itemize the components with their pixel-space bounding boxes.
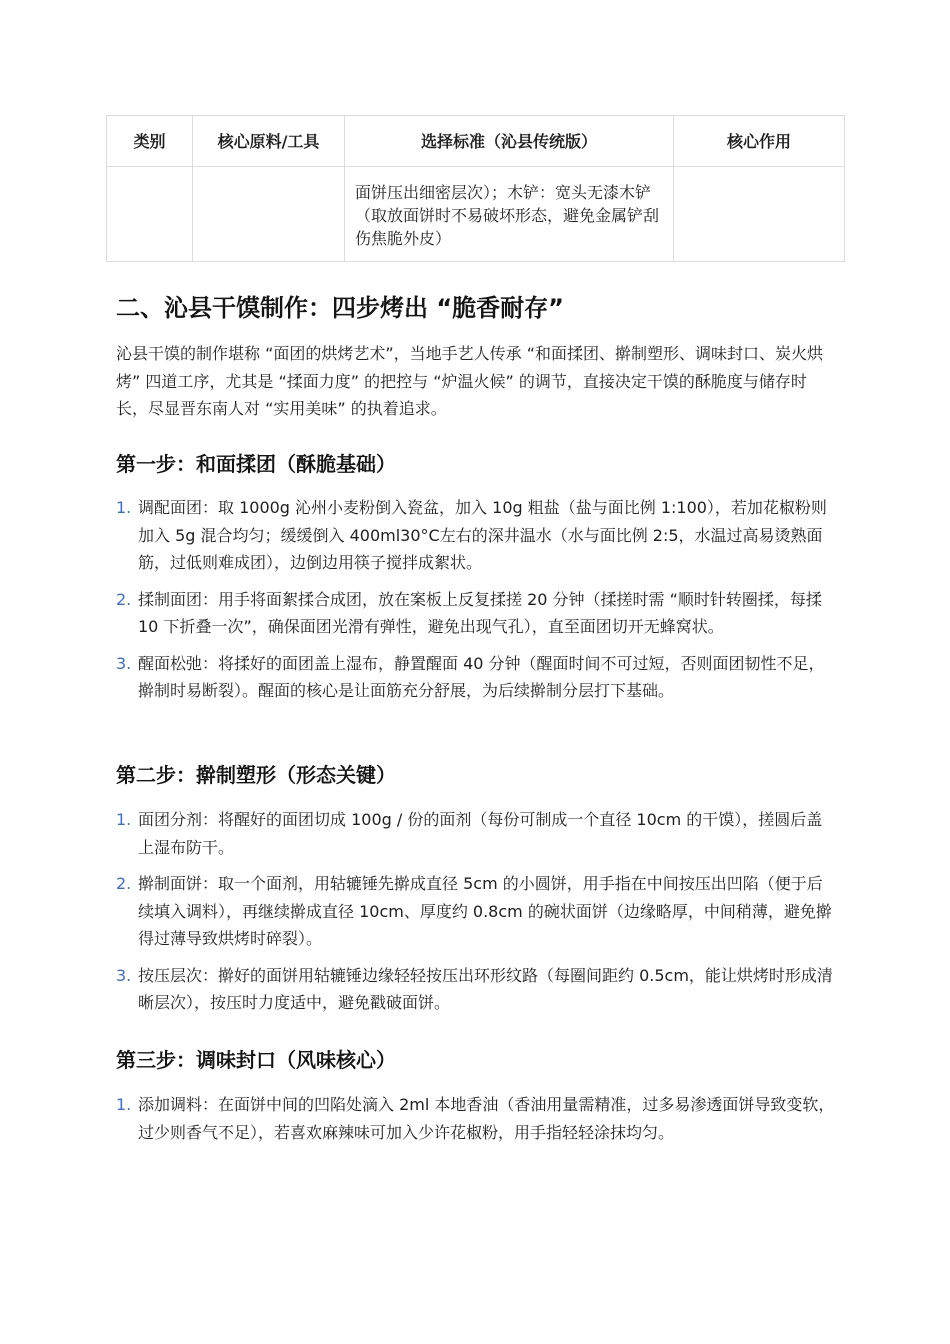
list-item-text: 擀制面饼：取一个面剂，用轱辘锤先擀成直径 5cm 的小圆饼，用手指在中间按压出凹陷（便于后续填入调料），再继续擀成直径 10cm、厚度约 0.8cm 的碗状面饼（边缘略厚，中间稍薄，避免擀得过薄导致烘烤时碎裂）。 — [138, 874, 832, 948]
list-number: 1. — [116, 810, 132, 829]
step-3-list — [116, 1091, 838, 1155]
step-2-list — [116, 806, 838, 1026]
step-1-list — [116, 494, 838, 714]
table-header-cell: 选择标准（沁县传统版） — [345, 116, 674, 167]
list-item — [116, 650, 838, 705]
section-intro: 沁县干馍的制作堪称 “面团的烘烤艺术”，当地手艺人传承 “和面揉团、擀制塑形、调味封口、炭火烘烤” 四道工序，尤其是 “揉面力度” 的把控与 “炉温火候” 的调节，直接决定干馍的酥脆度与储存时长，尽显晋东南人对 “实用美味” 的执着追求。 — [116, 344, 824, 418]
list-number: 3. — [116, 653, 132, 673]
table-cell: 面饼压出细密层次）；木铲：宽头无漆木铲（取放面饼时不易破坏形态，避免金属铲刮伤焦脆外皮） — [345, 167, 674, 262]
list-item-text: 添加调料：在面饼中间的凹陷处滴入 2ml 本地香油（香油用量需精准，过多易渗透面饼导致变软，过少则香气不足），若喜欢麻辣味可加入少许花椒粉，用手指轻轻涂抹均匀。 — [138, 1095, 835, 1142]
list-item — [116, 870, 838, 953]
table-header-cell: 核心作用 — [674, 116, 845, 167]
table-header-cell: 核心原料/工具 — [193, 116, 345, 167]
step-1-title: 第一步：和面揉团（酥脆基础） — [116, 452, 396, 476]
list-number: 1. — [116, 1095, 132, 1114]
step-2-title: 第二步：擀制塑形（形态关键） — [116, 763, 396, 787]
step-3-title: 第三步：调味封口（风味核心） — [116, 1048, 396, 1072]
table-cell — [674, 167, 845, 262]
list-number: 2. — [116, 874, 132, 893]
list-number: 2. — [116, 589, 132, 609]
list-item — [116, 962, 838, 1017]
table-header-row — [107, 116, 845, 167]
table-header-cell: 类别 — [107, 116, 193, 167]
list-item-text: 按压层次：擀好的面饼用轱辘锤边缘轻轻按压出环形纹路（每圈间距约 0.5cm，能让烘烤时形成清晰层次），按压时力度适中，避免戳破面饼。 — [138, 965, 833, 1012]
list-item — [116, 806, 838, 861]
list-number: 3. — [116, 965, 132, 985]
section-title: 二、沁县干馍制作：四步烤出 “脆香耐存” — [116, 294, 564, 322]
list-item — [116, 494, 838, 577]
table-cell — [193, 167, 345, 262]
list-number: 1. — [116, 498, 132, 517]
list-item-text: 揉制面团：用手将面絮揉合成团，放在案板上反复揉搓 20 分钟（揉搓时需 “顺时针转圈揉，每揉 10 下折叠一次”，确保面团光滑有弹性，避免出现气孔），直至面团切开无蜂窝状。 — [138, 589, 822, 636]
list-item-text: 调配面团：取 1000g 沁州小麦粉倒入瓷盆，加入 10g 粗盐（盐与面比例 1:100），若加花椒粉则加入 5g 混合均匀；缓缓倒入 400ml30°C左右的深井温水（水与面比例 2:5，水温过高易烫熟面筋，过低则难成团），边倒边用筷子搅拌成絮状。 — [138, 498, 827, 572]
table-row — [107, 167, 845, 262]
list-item — [116, 1091, 838, 1146]
list-item — [116, 586, 838, 641]
table-cell — [107, 167, 193, 262]
list-item-text: 醒面松弛：将揉好的面团盖上湿布，静置醒面 40 分钟（醒面时间不可过短，否则面团韧性不足，擀制时易断裂）。醒面的核心是让面筋充分舒展，为后续擀制分层打下基础。 — [138, 653, 825, 700]
list-item-text: 面团分剂：将醒好的面团切成 100g / 份的面剂（每份可制成一个直径 10cm 的干馍），搓圆后盖上湿布防干。 — [138, 810, 823, 857]
ingredients-table — [106, 115, 845, 262]
